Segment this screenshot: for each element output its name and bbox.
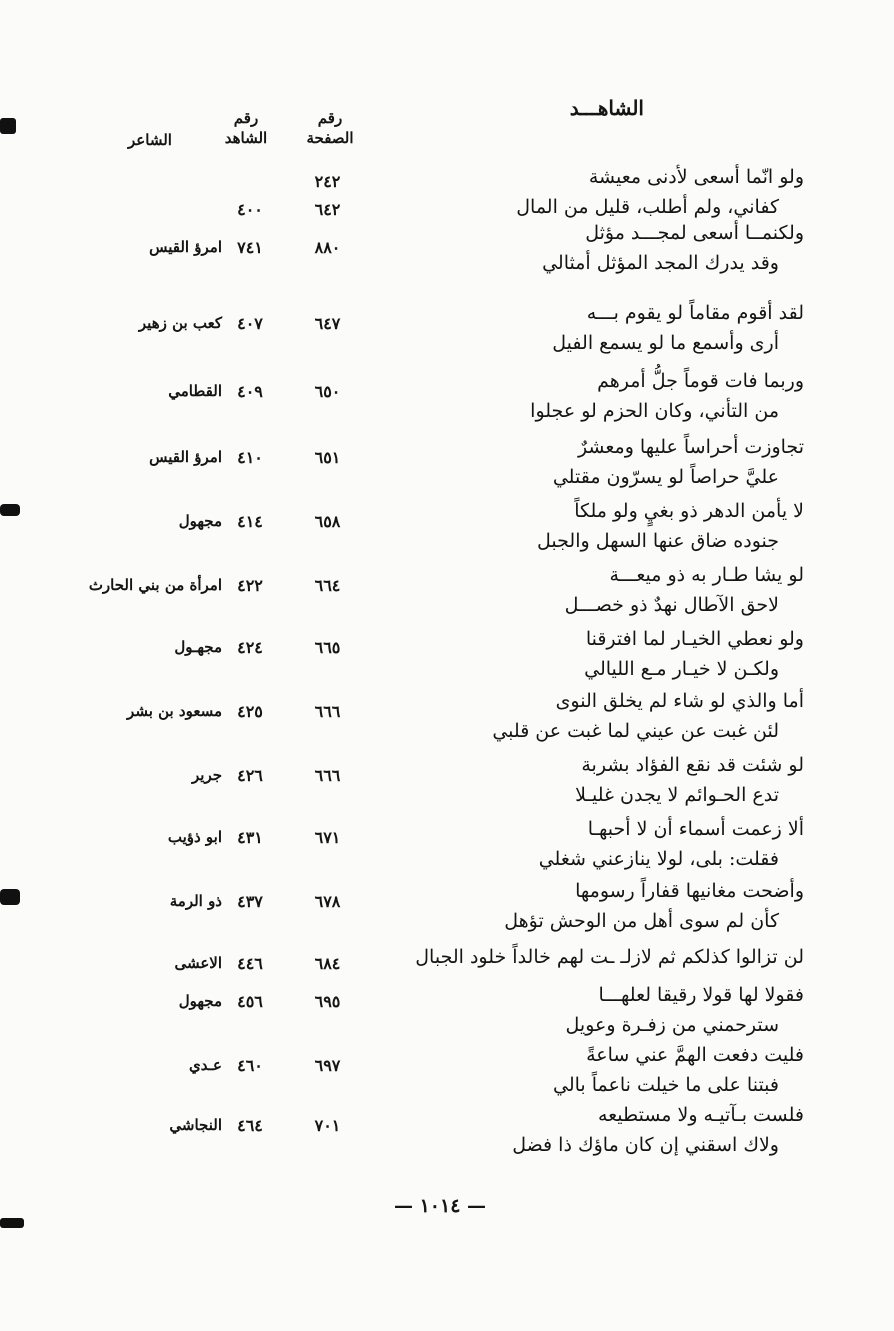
verse-first-hemistich: فليت دفعت الهمَّ عني ساعةً [586,1044,804,1066]
page-number: ٦٦٥ [314,638,341,657]
witness-number: ٤٠٠ [237,200,263,219]
witness-number: ٤٦٠ [237,1056,263,1075]
verse-second-hemistich: جنوده ضاق عنها السهل والجبل [537,530,779,552]
witness-entry [0,818,894,878]
witness-entry [0,166,894,226]
verse-first-hemistich: لا يأمن الدهر ذو بغيٍ ولو ملكاً [574,500,804,522]
page-number: ٦٧١ [314,828,341,847]
poet-name: كعب بن زهير [138,314,222,332]
verse-first-hemistich: فقولا لها قولا رقيقا لعلهـــا [598,984,804,1006]
verse-first-hemistich: ألا زعمت أسماء أن لا أحبهـا [587,818,804,840]
verse-second-hemistich: فبتنا على ما خيلت ناعماً بالي [552,1074,779,1096]
witness-entry [0,690,894,750]
poet-name: ذو الرمة [169,892,222,910]
binding-mark [0,118,16,134]
page-number: ٢٤٢ [314,172,341,191]
binding-mark [0,1218,24,1228]
page-number: ٨٨٠ [314,238,341,257]
verse-second-hemistich: ولكـن لا خيـار مـع الليالي [584,658,779,680]
page-number: ٦٦٦ [314,702,341,721]
column-header-witness-text: الشاهـــد [569,96,644,120]
witness-number: ٤٣١ [237,828,263,847]
page-number: ٧٠١ [314,1116,341,1135]
verse-first-hemistich: ولو انّما أسعى لأدنى معيشة [588,166,804,188]
verse-line: لن تزالوا كذلكم ثم لازلـ ـت لهم خالداً خلود الجبال [415,946,804,968]
witness-number: ٤١٠ [237,448,263,467]
witness-entry [0,222,894,282]
column-header-page-number: رقم الصفحة [306,109,354,147]
poet-name: مجهـول [174,638,222,656]
witness-number: ٤٠٩ [237,382,263,401]
column-header-poet: الشاعر [128,131,172,149]
poet-name: امرأة من بني الحارث [88,576,222,594]
verse-first-hemistich: ولكنمــا أسعى لمجـــد مؤثل [585,222,804,244]
page-number: ٦٧٨ [314,892,341,911]
witness-number: ٤٢٤ [237,638,263,657]
page-number: ٦٨٤ [314,954,341,973]
verse-first-hemistich: تجاوزت أحراساً عليها ومعشرٌ [577,436,804,458]
page-number: ٦٥٨ [314,512,341,531]
page-number: ٦٥٠ [314,382,341,401]
verse-second-hemistich: ولاك اسقني إن كان ماؤك ذا فضل [512,1134,779,1156]
verse-second-hemistich: لئن غبت عن عيني لما غبت عن قلبي [492,720,779,742]
witness-number: ٤٤٦ [237,954,263,973]
witness-entry [0,628,894,688]
page-number: ٦٥١ [314,448,341,467]
page-number: ٦٩٥ [314,992,341,1011]
witness-entry [0,500,894,560]
witness-number: ٤٠٧ [237,314,263,333]
verse-first-hemistich: لو شئت قد نقع الفؤاد بشربة [581,754,804,776]
witness-number: ٤٢٦ [237,766,263,785]
verse-second-hemistich: من التأني، وكان الحزم لو عجلوا [530,400,779,422]
poet-name: القطامي [168,382,222,400]
verse-second-hemistich: لاحق الآطال نهدٌ ذو خصـــل [564,594,779,616]
verse-first-hemistich: وأضحت مغانيها قفاراً رسومها [575,880,804,902]
poet-name: جرير [192,766,222,784]
page-number: ٦٦٤ [314,576,341,595]
verse-second-hemistich: تدع الحـوائم لا يجدن غليـلا [575,784,779,806]
verse-first-hemistich: لقد أقوم مقاماً لو يقوم بـــه [586,302,804,324]
verse-first-hemistich: لو يشا طـار به ذو ميعـــة [609,564,804,586]
witness-entry [0,302,894,362]
poet-name: الاعشى [174,954,222,972]
verse-first-hemistich: ولو نعطي الخيـار لما افترقنا [585,628,804,650]
page-number: ٦٤٢ [314,200,341,219]
verse-second-hemistich: أرى وأسمع ما لو يسمع الفيل [552,332,779,354]
poet-name: امرؤ القيس [149,238,222,256]
witness-entry [0,436,894,496]
verse-second-hemistich: فقلت: بلى، لولا ينازعني شغلي [538,848,779,870]
page-number: ٦٤٧ [314,314,341,333]
witness-number: ٤٢٥ [237,702,263,721]
witness-number: ٤٥٦ [237,992,263,1011]
witness-entry [0,564,894,624]
verse-second-hemistich: وقد يدرك المجد المؤثل أمثالي [542,252,779,274]
witness-entry [0,984,894,1044]
verse-second-hemistich: كأن لم سوى أهل من الوحش تؤهل [504,910,779,932]
verse-second-hemistich: كفاني، ولم أطلب، قليل من المال [516,196,779,218]
poet-name: مجهول [178,512,222,530]
page-number: ٦٩٧ [314,1056,341,1075]
page-number: ٦٦٦ [314,766,341,785]
witness-entry [0,1044,894,1104]
page-footer-number: — ١٠١٤ — [393,1195,487,1217]
verse-first-hemistich: أما والذي لو شاء لم يخلق النوى [555,690,804,712]
witness-entry [0,370,894,430]
poet-name: عـدي [189,1056,222,1074]
verse-first-hemistich: وربما فات قوماً جلُّ أمرهم [597,370,804,392]
poet-name: امرؤ القيس [149,448,222,466]
witness-number: ٤١٤ [237,512,263,531]
witness-number: ٧٤١ [237,238,263,257]
verse-second-hemistich: عليَّ حراصاً لو يسرّون مقتلي [552,466,779,488]
witness-number: ٤٣٧ [237,892,263,911]
verse-first-hemistich: فلست بـآتيـه ولا مستطيعه [597,1104,804,1126]
witness-entry [0,754,894,814]
witness-entry [0,1104,894,1164]
poet-name: النجاشي [169,1116,222,1134]
witness-entry [0,880,894,940]
column-header-witness-number: رقم الشاهد [224,109,268,147]
poet-name: مجهول [178,992,222,1010]
witness-number: ٤٦٤ [237,1116,263,1135]
poet-name: مسعود بن بشر [127,702,222,720]
witness-number: ٤٢٢ [237,576,263,595]
verse-second-hemistich: سترحمني من زفـرة وعويل [565,1014,779,1036]
poet-name: ابو ذؤيب [167,828,222,846]
